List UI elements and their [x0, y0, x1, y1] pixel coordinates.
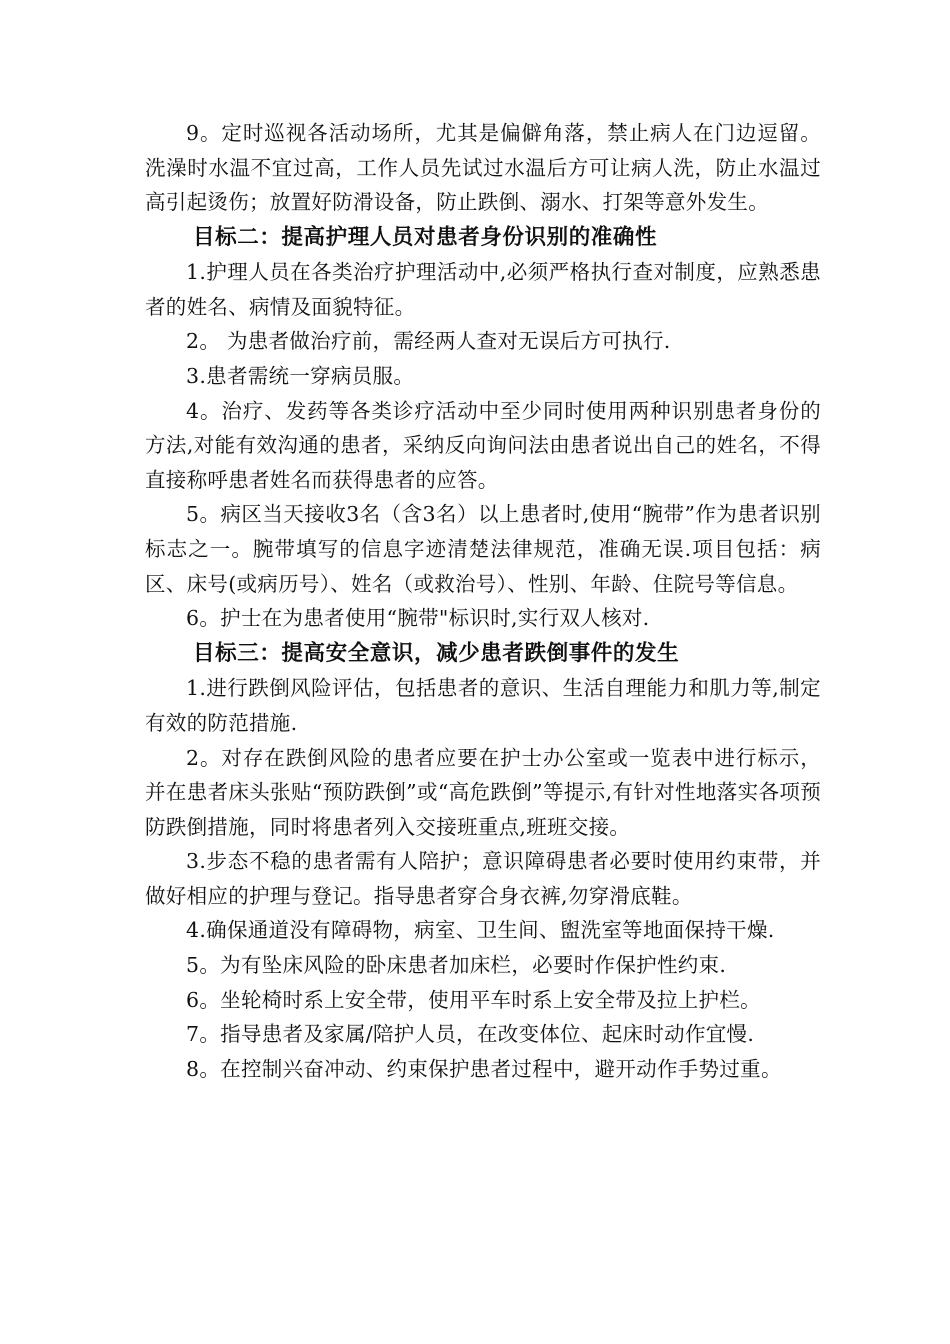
paragraph-goal3-item-5: 5。为有坠床风险的卧床患者加床栏，必要时作保护性约束. [186, 953, 727, 978]
paragraph-goal2-item-4: 4。治疗、发药等各类诊疗活动中至少同时使用两种识别患者身份的方法,对能有效沟通的患者，采纳反向询问法由患者说出自己的姓名，不得直接称呼患者姓名而获得患者的应答。 [145, 398, 821, 492]
paragraph-goal2-item-5: 5。病区当天接收3名（含3名）以上患者时,使用“腕带”作为患者识别标志之一。腕带填写的信息字迹清楚法律规范，准确无误.项目包括：病区、床号(或病历号）、姓名（或救治号）、性别、年龄、住院号等信息。 [145, 502, 821, 596]
paragraph-goal3-item-6: 6。坐轮椅时系上安全带，使用平车时系上安全带及拉上护栏。 [186, 987, 761, 1012]
paragraph-goal3-item-2: 2。对存在跌倒风险的患者应要在护士办公室或一览表中进行标示，并在患者床头张贴“预防跌倒”或“高危跌倒”等提示,有针对性地落实各项预防跌倒措施，同时将患者列入交接班重点,班班交接。 [145, 745, 821, 839]
paragraph-goal2-item-6: 6。护士在为患者使用“腕带"标识时,实行双人核对. [186, 606, 650, 631]
paragraph-goal3-item-4: 4.确保通道没有障碍物，病室、卫生间、盥洗室等地面保持干燥. [186, 918, 775, 943]
paragraph-goal2-item-1: 1.护理人员在各类治疗护理活动中,必须严格执行查对制度，应熟悉患者的姓名、病情及面貌特征。 [145, 260, 821, 319]
heading-goal-3: 目标三：提高安全意识，减少患者跌倒事件的发生 [193, 640, 680, 666]
paragraph-goal3-item-3: 3.步态不稳的患者需有人陪护；意识障碍患者必要时使用约束带，并做好相应的护理与登记。指导患者穿合身衣裤,勿穿滑底鞋。 [145, 849, 821, 908]
paragraph-goal2-item-2: 2。 为患者做治疗前，需经两人查对无误后方可执行. [186, 329, 671, 354]
paragraph-goal1-item-9: 9。定时巡视各活动场所，尤其是偏僻角落，禁止病人在门边逗留。洗澡时水温不宜过高，工作人员先试过水温后方可让病人洗，防止水温过高引起烫伤；放置好防滑设备，防止跌倒、溺水、打架等意外发生。 [145, 121, 821, 215]
paragraph-goal3-item-8: 8。在控制兴奋冲动、约束保护患者过程中，避开动作手势过重。 [186, 1056, 782, 1081]
paragraph-goal2-item-3: 3.患者需统一穿病员服。 [186, 364, 415, 389]
paragraph-goal3-item-1: 1.进行跌倒风险评估，包括患者的意识、生活自理能力和肌力等,制定有效的防范措施. [145, 676, 821, 735]
document-page [145, 116, 821, 1086]
paragraph-goal3-item-7: 7。指导患者及家属/陪护人员，在改变体位、起床时动作宜慢. [186, 1022, 755, 1047]
heading-goal-2: 目标二：提高护理人员对患者身份识别的准确性 [193, 224, 658, 250]
